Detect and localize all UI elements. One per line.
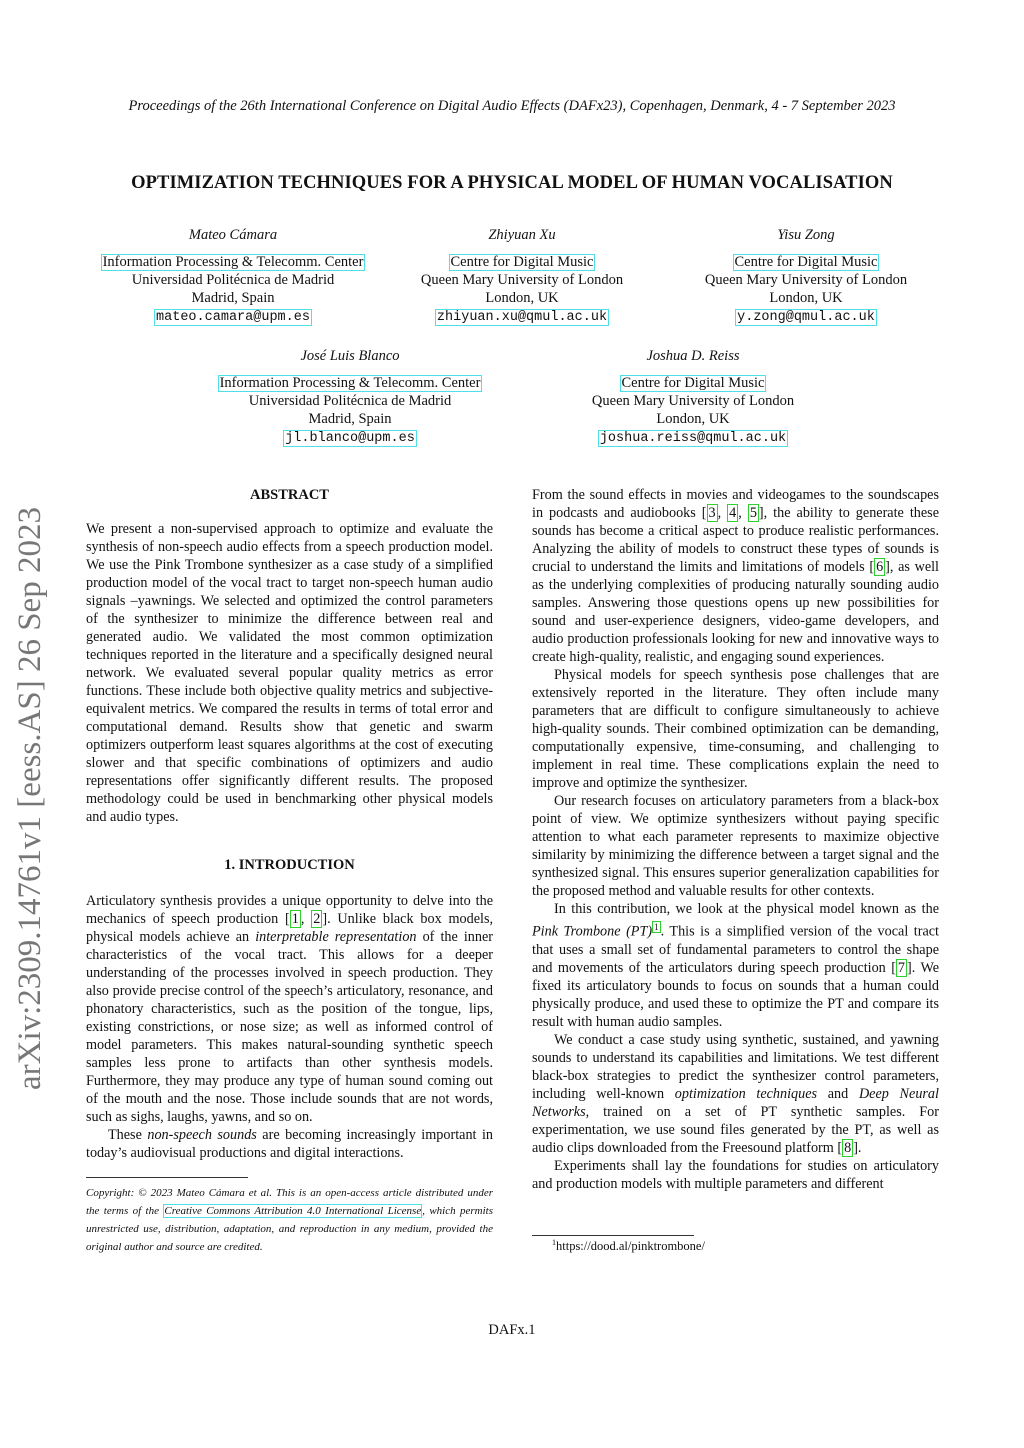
author-name: Zhiyuan Xu [488,227,556,243]
footnote-url[interactable]: https://dood.al/pinktrombone/ [556,1239,705,1254]
abstract-text: We present a non-supervised approach to optimize and evaluate the synthesis of non-speech audio effects from a speech production model. We use the Pink Trombone synthesizer as a case study of a simplified production model of the vocal tract to target non-speech human audio signals –yawnings. We selected and optimized the control parameters of the synthesizer to minimize the difference between real and generated audio. We validated the most common optimization techniques reported in the literature and a specifically designed neural network. We evaluated several popular quality metrics as error functions. These include both objective quality metrics and subjective-equivalent metrics. We compared the results in terms of total error and computational demand. Results show that genetic and swarm optimizers outperform least squares algorithms at the cost of executing slower and that specific combinations of optimizers and audio representations offer significantly different results. The proposed methodology could be used in benchmarking other physical models and audio types. [86,521,493,825]
affiliation-link[interactable]: Information Processing & Telecomm. Center [219,375,481,391]
paper-title: OPTIMIZATION TECHNIQUES FOR A PHYSICAL MODEL OF HUMAN VOCALISATION [131,173,893,193]
author-block [676,226,936,326]
affiliation-link[interactable]: Information Processing & Telecomm. Center [102,254,364,270]
email-link[interactable]: jl.blanco@upm.es [285,431,415,446]
copyright-footnote: Copyright: © 2023 Mateo Cámara et al. This is an open-access article distributed under the terms of the Creative Commons Attribution 4.0 International License, which permits unrestricted use, distribution, adaptation, and reproduction in any medium, provided the original author and source are credited. [86,1187,493,1253]
email-link[interactable]: y.zong@qmul.ac.uk [737,310,875,325]
body-paragraph: Physical models for speech synthesis pose challenges that are extensively reported in the literature. They often include many parameters that are difficult to configure simultaneously to achieve high-quality sounds. Their combined optimization can be demanding, computationally expensive, time-consuming, and challenging to implement in real time. These complications explain the need to improve and optimize the synthesizer. [532,667,939,791]
author-university: Universidad Politécnica de Madrid [131,272,335,288]
author-block [88,226,378,326]
author-name: José Luis Blanco [300,348,400,364]
intro-paragraph: Articulatory synthesis provides a unique opportunity to delve into the mechanics of speech production [ 1 , 2 ]. Unlike black box models, physical models achieve an interpretable representation of the inner characteristics of the vocal tract. This allows for a deeper understanding of the processes involved in speech production. They also provide precise control of the speech’s articulatory, resonance, and phonatory characteristics, such as the position of the tongue, lips, existing constrictions, or nose size; as well as informed control of model parameters. This makes natural-sounding synthetic speech samples less prone to artifacts than other synthesis models. Furthermore, they may produce any type of human sound coming out of the mouth and the nose. Those include sounds that are not words, such as sighs, laughs, yawns, and so on. [86,893,494,1125]
author-university: Queen Mary University of London [420,272,624,288]
citation-link[interactable]: 5 [749,505,757,521]
author-name: Yisu Zong [777,227,835,243]
affiliation-link[interactable]: Centre for Digital Music [450,254,594,270]
affiliation-link[interactable]: Centre for Digital Music [734,254,878,270]
url-footnote: $^1$https://dood.al/pinktrombone/ [552,1238,705,1254]
citation-link[interactable]: 4 [729,505,737,521]
author-location: Madrid, Spain [308,411,392,427]
body-paragraph: Our research focuses on articulatory parameters from a black-box point of view. We optimize synthesizers without paying specific attention to what each parameter represents to maximize objective similarity by minimizing the difference between a target signal and the synthesized signal. This ensures superior generalization capabilities for the proposed method and valuable results for other contexts. [532,793,939,899]
author-location: London, UK [769,290,843,306]
arxiv-identifier: arXiv:2309.14761v1 [eess.AS] 26 Sep 2023 [12,507,48,1090]
author-university: Universidad Politécnica de Madrid [248,393,452,409]
left-column [86,486,493,1162]
email-link[interactable]: mateo.camara@upm.es [156,310,310,325]
author-block [392,226,652,326]
body-paragraph: In this contribution, we look at the physical model known as the Pink Trombone (PT) $^1$ . This is a simplified version of the vocal tract that uses a small set of fundamental parameters to control the shape and movements of the articulators during speech production [ 7 ]. We fixed its articulatory bounds to focus on sounds that a human could physically produce, and used these to optimize the PT and compare its result with human audio samples. [532,901,939,1030]
citation-link[interactable]: 8 [844,1139,852,1156]
email-link[interactable]: zhiyuan.xu@qmul.ac.uk [436,310,608,325]
author-name: Mateo Cámara [188,227,278,243]
citation-link[interactable]: 6 [876,559,884,575]
author-name: Joshua D. Reiss [646,348,740,364]
introduction-heading: 1. INTRODUCTION [224,857,355,873]
author-university: Queen Mary University of London [704,272,908,288]
citation-link[interactable]: 2 [313,911,321,927]
author-location: London, UK [485,290,559,306]
email-link[interactable]: joshua.reiss@qmul.ac.uk [599,431,787,446]
author-block [205,347,495,447]
author-location: Madrid, Spain [191,290,275,306]
body-paragraph: We conduct a case study using synthetic, sustained, and yawning sounds to understand its capabilities and limitations. We test different black-box strategies to predict the synthesizer control parameters, including well-known optimization techniques and Deep Neural Networks, trained on a set of PT synthetic samples. For experimentation, we use sound files generated by the PT, as well as audio clips downloaded from the Freesound platform [ 8 ]. [532,1031,939,1156]
intro-paragraph: These non-speech sounds are becoming increasingly important in today’s audiovisual productions and digital interactions. [86,1127,493,1161]
license-link[interactable]: Creative Commons Attribution 4.0 International License [164,1205,422,1217]
page-number: DAFx.1 [488,1322,536,1338]
footnote-rule [532,1235,694,1236]
author-block [558,347,828,447]
abstract-heading: ABSTRACT [250,487,329,503]
citation-link[interactable]: 3 [708,505,716,521]
body-paragraph: From the sound effects in movies and videogames to the soundscapes in podcasts and audiobooks [ 3 , 4 , 5 ], the ability to generate these sounds has become a critical aspect to produce realistic performances. Analyzing the ability of models to construct these types of sounds is crucial to understand the limits and limitations of models [ 6 ], as well as the underlying complexities of producing naturally sounding audio samples. Answering those questions opens up new possibilities for sound and user-experience designers, video-game developers, and audio production professionals looking for new and innovative ways to create high-quality, realistic, and engaging sound experiences. [532,487,939,665]
footnote-rule [86,1177,248,1178]
citation-link[interactable]: 7 [897,959,906,976]
author-location: London, UK [656,411,730,427]
right-column [532,486,939,1193]
body-paragraph: Experiments shall lay the foundations for studies on articulatory and production models with multiple parameters and different [532,1157,939,1192]
affiliation-link[interactable]: Centre for Digital Music [621,375,765,391]
author-university: Queen Mary University of London [591,393,795,409]
conference-header: Proceedings of the 26th International Conference on Digital Audio Effects (DAFx23), Copenhagen, Denmark, 4 - 7 September 2023 [128,98,896,114]
footnote-marker-link[interactable]: 1 [654,922,659,932]
citation-link[interactable]: 1 [291,911,299,927]
